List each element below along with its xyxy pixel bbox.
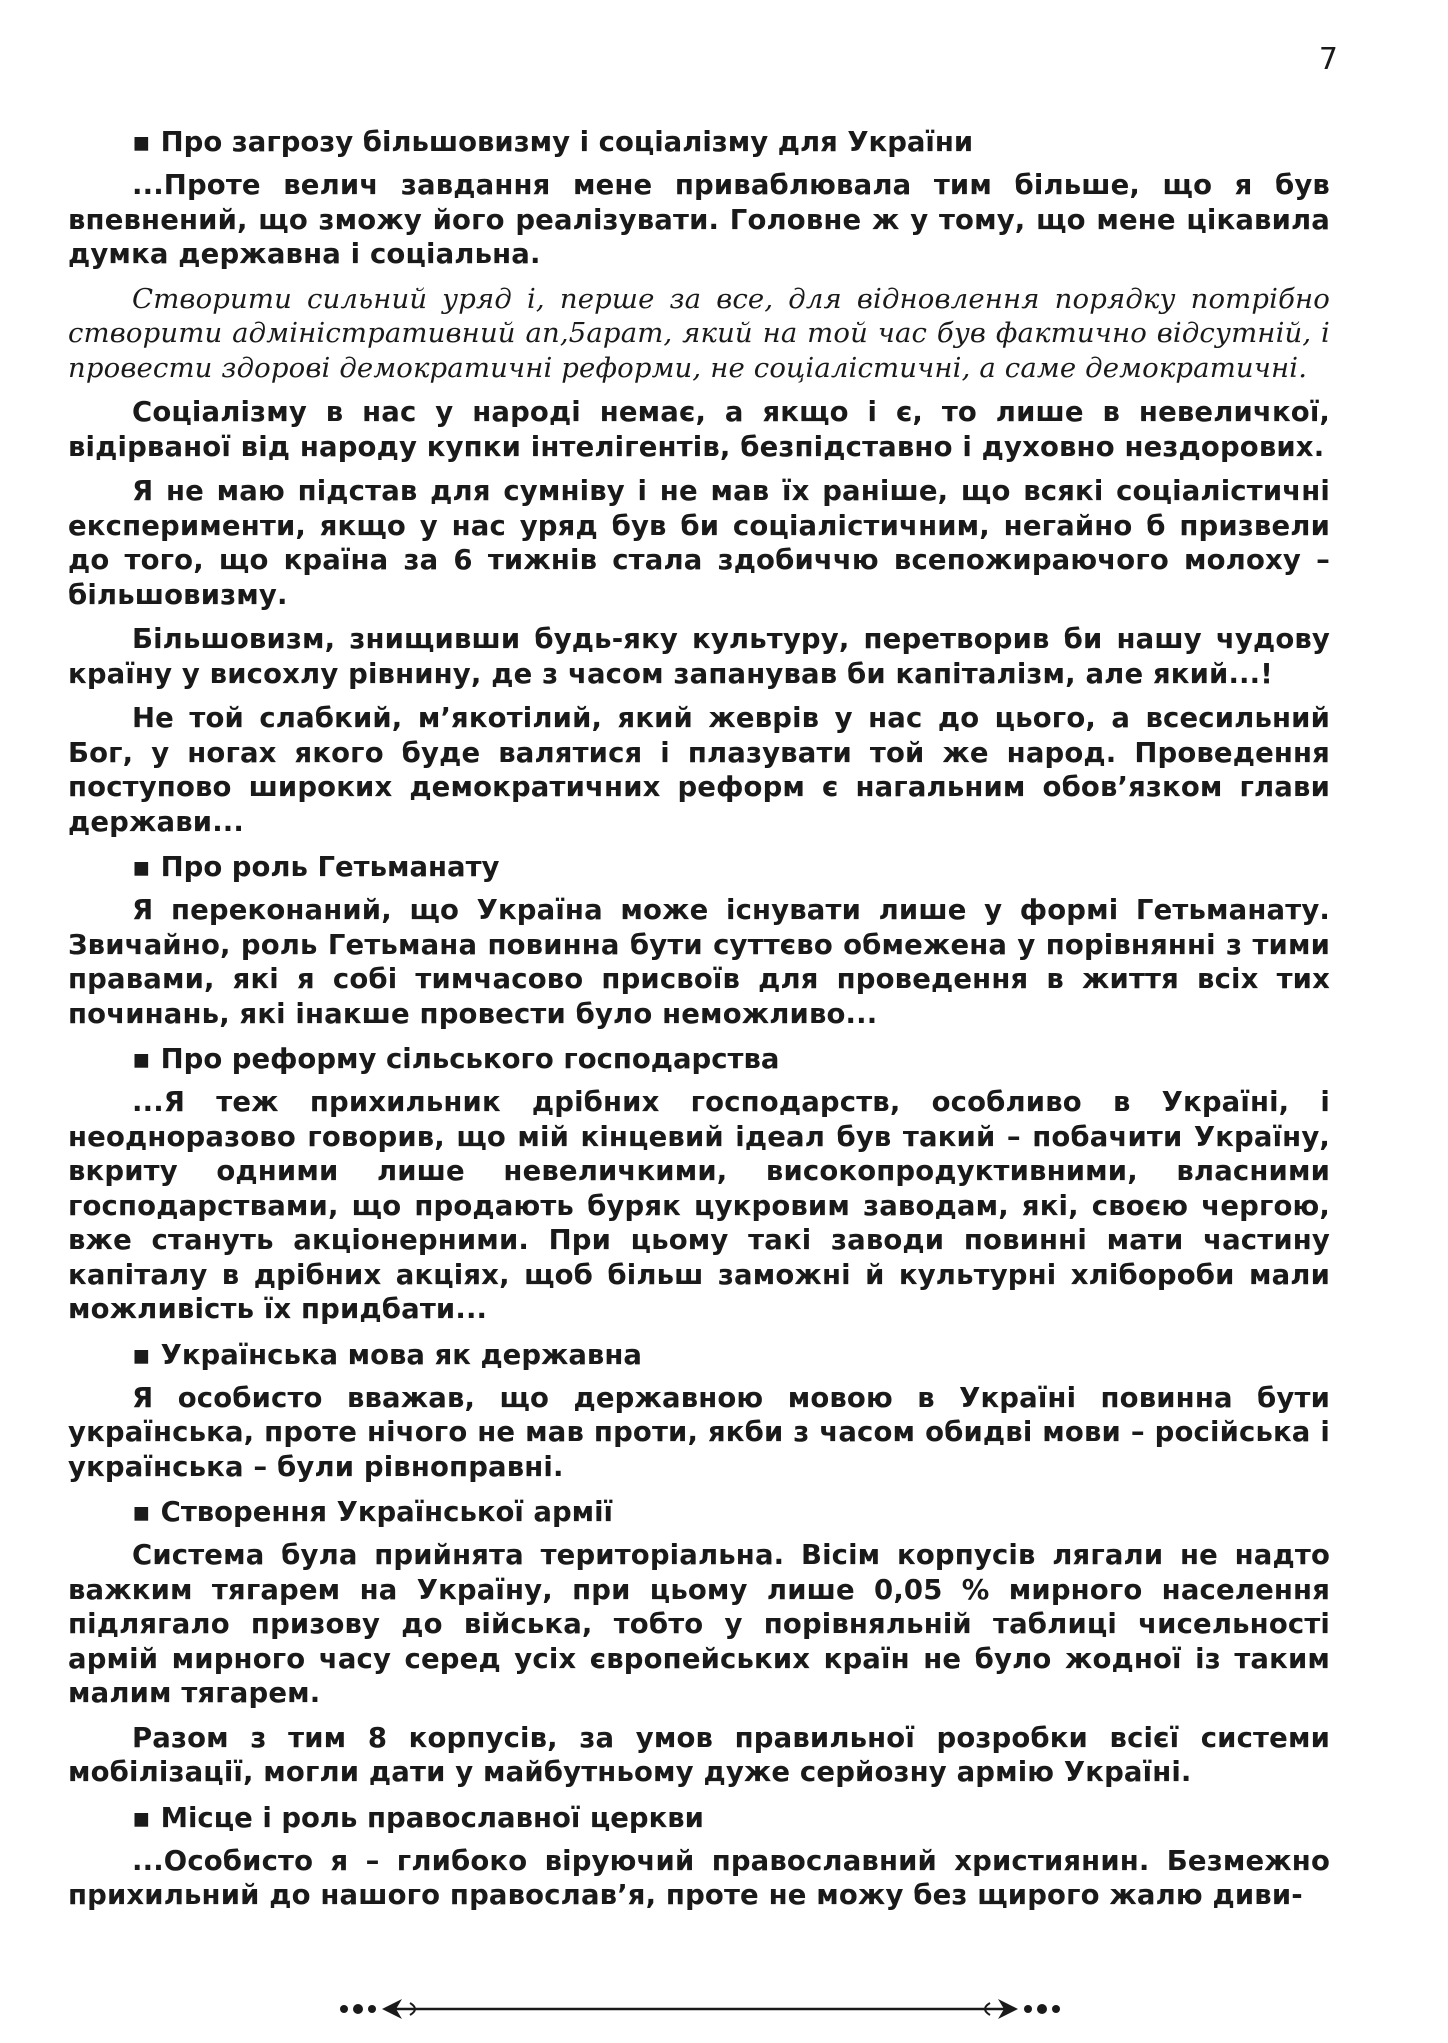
- section-heading-text: Про загрозу більшовизму і соціалізму для України: [160, 126, 974, 158]
- section-heading-text: Створення Української армії: [160, 1496, 613, 1528]
- bullet-icon: ▪: [132, 1801, 151, 1834]
- page-body: [68, 118, 1330, 1923]
- paragraph: ...Особисто я – глибоко віруючий православний християнин. Безмежно прихильний до нашого православ’я, проте не можу без щирого жалю диви-: [68, 1844, 1330, 1911]
- bullet-icon: ▪: [132, 851, 151, 883]
- paragraph: Разом з тим 8 корпусів, за умов правильної розробки всієї системи мобілізації, могли дати у майбутньому дуже серйозну армію Україні.: [68, 1721, 1330, 1788]
- paragraph: Я не маю підстав для сумніву і не мав їх раніше, що всякі соціалістичні експерименти, якщо у нас уряд був би соціалістичним, негайно б призвели до того, що країна за 6 тижнів стала здобиччю всепожираючого молоху – більшовизму.: [68, 475, 1330, 611]
- section-heading: [68, 1800, 1330, 1836]
- paragraph: Соціалізму в нас у народі немає, а якщо і є, то лише в невеличкої, відірваної від народу купки інтелігентів, безпідставно і духовно нездорових.: [68, 396, 1330, 463]
- bullet-icon: ▪: [132, 126, 151, 158]
- italic-paragraph: Створити сильний уряд і, перше за все, для відновлення порядку потрібно створити адміністративний ап,5арат, який на той час був фактично відсутній, і провести здорові демократичні реформи, не соціалістичні, а саме демократичні.: [68, 282, 1330, 384]
- section-heading-text: Про реформу сільського господарства: [160, 1043, 780, 1075]
- section-heading: [68, 1041, 1330, 1077]
- section-heading-text: Місце і роль православної церкви: [160, 1801, 704, 1834]
- section-heading-text: Про роль Гетьманату: [160, 851, 500, 883]
- paragraph: Система була прийнята територіальна. Вісім корпусів лягали не надто важким тягарем на Україну, при цьому лише 0,05 % мирного населення підлягало призову до війська, тобто у порівняльній таблиці чисельності армій мирного часу серед усіх європейських країн не було жодної із таким малим тягарем.: [68, 1539, 1330, 1709]
- paragraph: ...Я теж прихильник дрібних господарств, особливо в Україні, і неодноразово говорив, що мій кінцевий ідеал був такий – побачити Україну, вкриту одними лише невеличкими, високопродуктивними, власними господарствами, що продають буряк цукровим заводам, які, своєю чергою, вже стануть акціонерними. При цьому такі заводи повинні мати частину капіталу в дрібних акціях, щоб більш заможні й культурні хлібороби мали можливість їх придбати...: [68, 1086, 1330, 1325]
- section-heading: [68, 124, 1330, 160]
- section-heading-text: Українська мова як державна: [160, 1338, 642, 1371]
- section-heading: [68, 1337, 1330, 1373]
- paragraph: Я особисто вважав, що державною мовою в Україні повинна бути українська, проте нічого не мав проти, якби з часом обидві мови – російська і українська – були рівноправні.: [68, 1381, 1330, 1483]
- paragraph: Не той слабкий, м’якотілий, який жеврів у нас до цього, а всесильний Бог, у ногах якого буде валятися і плазувати той же народ. Проведення поступово широких демократичних реформ є нагальним обов’язком глави держави...: [68, 702, 1330, 838]
- paragraph: ...Проте велич завдання мене приваблювала тим більше, що я був впевнений, що зможу його реалізувати. Головне ж у тому, що мене цікавила думка державна і соціальна.: [68, 169, 1330, 270]
- bullet-icon: ▪: [132, 1496, 151, 1528]
- bullet-icon: ▪: [132, 1338, 151, 1371]
- page-number: 7: [1318, 42, 1338, 77]
- bullet-icon: ▪: [132, 1043, 151, 1075]
- section-heading: [68, 849, 1330, 885]
- paragraph: Я переконаний, що Україна може існувати лише у формі Гетьманату. Звичайно, роль Гетьмана повинна бути суттєво обмежена у порівнянні з тими правами, які я собі тимчасово присвоїв для проведення в життя всіх тих починань, які інакше провести було неможливо...: [68, 894, 1330, 1030]
- decorative-divider-icon: [330, 1994, 1070, 2024]
- paragraph: Більшовизм, знищивши будь-яку культуру, перетворив би нашу чудову країну у висохлу рівнину, де з часом запанував би капіталізм, але який...!: [68, 623, 1330, 690]
- section-heading: [68, 1494, 1330, 1530]
